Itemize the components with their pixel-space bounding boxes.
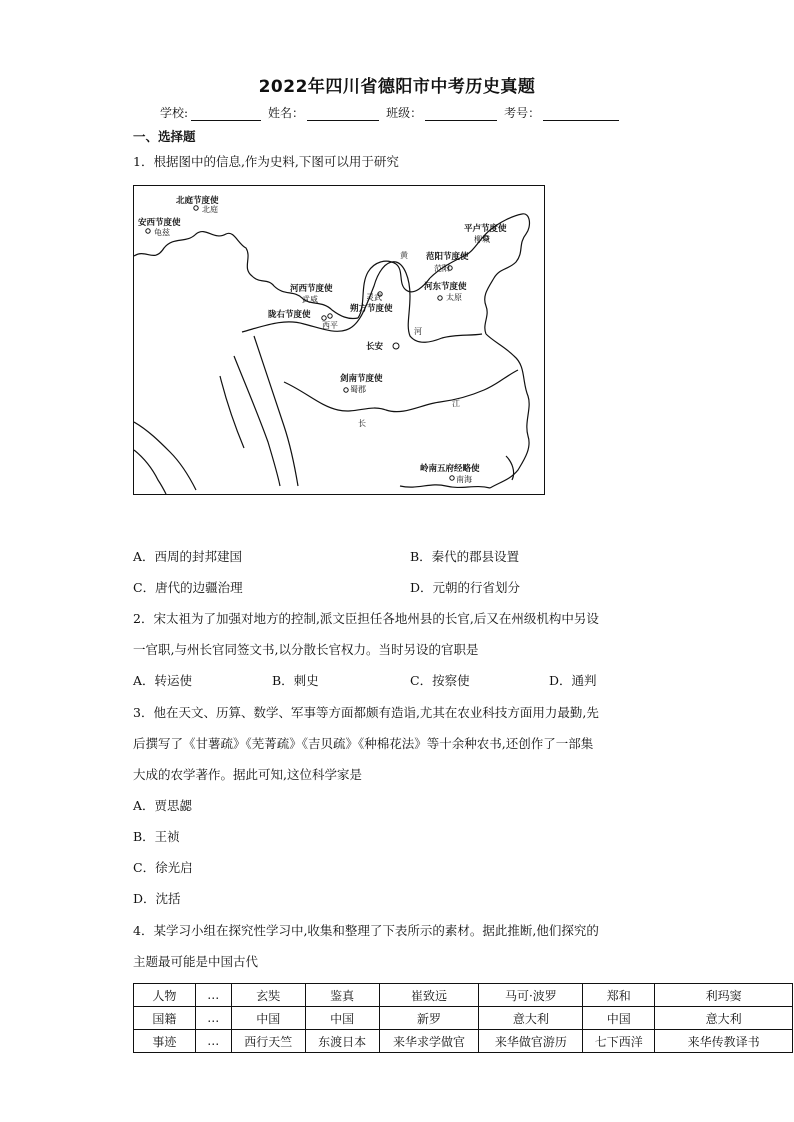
student-info-row xyxy=(160,104,626,121)
table-cell: 新罗 xyxy=(379,1007,479,1030)
number-label: 考号： xyxy=(504,106,541,120)
school-blank[interactable] xyxy=(191,108,261,121)
map-label-fanyang-jiedushi: 范阳节度使 xyxy=(426,252,469,262)
q2-option-b[interactable]: B．刺史 xyxy=(272,673,319,688)
map-city-taiyuan: 太原 xyxy=(446,293,462,302)
table-cell: 玄奘 xyxy=(231,984,305,1007)
q2-option-d[interactable]: D．通判 xyxy=(549,673,597,688)
q3-option-c[interactable]: C．徐光启 xyxy=(133,860,193,875)
table-cell: 来华求学做官 xyxy=(379,1030,479,1053)
q4-stem-line2: 主题最可能是中国古代 xyxy=(133,954,259,969)
map-label-anxi-jiedushi: 安西节度使 xyxy=(138,218,181,228)
q3-stem-line2: 后撰写了《甘薯疏》《芜菁疏》《吉贝疏》《种棉花法》等十余种农书,还创作了一部集 xyxy=(133,736,594,751)
map-city-xiping: 西平 xyxy=(322,321,338,330)
map-city-fanyang: 范阳 xyxy=(434,264,450,273)
map-label-jiannan-jiedushi: 剑南节度使 xyxy=(340,374,383,384)
section-title: 一、选择题 xyxy=(133,129,196,144)
table-row xyxy=(134,984,793,1007)
q2-stem-line1: 2．宋太祖为了加强对地方的控制,派文臣担任各地州县的长官,后又在州级机构中另设 xyxy=(133,611,599,626)
table-cell: 崔致远 xyxy=(379,984,479,1007)
name-blank[interactable] xyxy=(307,108,379,121)
q3-stem-line3: 大成的农学著作。据此可知,这位科学家是 xyxy=(133,767,362,782)
map-city-nanhai: 南海 xyxy=(456,475,472,484)
school-field[interactable] xyxy=(160,104,264,121)
q4-material-table xyxy=(133,983,793,1053)
q4-stem-line1: 4．某学习小组在探究性学习中,收集和整理了下表所示的素材。据此推断,他们探究的 xyxy=(133,923,599,938)
table-cell: … xyxy=(195,984,231,1007)
table-cell: 国籍 xyxy=(134,1007,196,1030)
table-cell: 中国 xyxy=(583,1007,655,1030)
q3-option-b[interactable]: B．王祯 xyxy=(133,829,180,844)
river-label-he: 河 xyxy=(414,327,422,336)
school-label: 学校: xyxy=(160,106,189,120)
table-row xyxy=(134,1030,793,1053)
table-cell: … xyxy=(195,1030,231,1053)
map-label-lingnan-jinglveshi: 岭南五府经略使 xyxy=(420,464,480,474)
q1-option-a[interactable]: A．西周的封邦建国 xyxy=(133,549,243,564)
number-field[interactable] xyxy=(504,104,622,121)
class-field[interactable] xyxy=(386,104,500,121)
map-label-pinglu-jiedushi: 平卢节度使 xyxy=(464,224,507,234)
table-cell: 西行天竺 xyxy=(231,1030,305,1053)
table-cell: 来华做官游历 xyxy=(479,1030,583,1053)
name-field[interactable] xyxy=(268,104,382,121)
table-row xyxy=(134,1007,793,1030)
map-city-lingwu: 灵武 xyxy=(366,293,382,302)
map-city-beiting: 北庭 xyxy=(202,205,218,214)
q3-option-a[interactable]: A．贾思勰 xyxy=(133,798,193,813)
table-cell: 中国 xyxy=(231,1007,305,1030)
river-label-jiang: 江 xyxy=(452,399,460,408)
table-cell: 意大利 xyxy=(655,1007,793,1030)
river-label-chang: 长 xyxy=(358,419,366,428)
table-cell: … xyxy=(195,1007,231,1030)
q1-option-d[interactable]: D．元朝的行省划分 xyxy=(410,580,521,595)
q3-option-d[interactable]: D．沈括 xyxy=(133,891,181,906)
table-cell: 人物 xyxy=(134,984,196,1007)
river-label-huang: 黄 xyxy=(400,251,408,260)
tang-jiedushi-map xyxy=(133,185,545,495)
map-label-shuofang-jiedushi: 朔方节度使 xyxy=(350,304,393,314)
table-cell: 利玛窦 xyxy=(655,984,793,1007)
class-label: 班级： xyxy=(386,106,423,120)
q2-stem-line2: 一官职,与州长官同签文书,以分散长官权力。当时另设的官职是 xyxy=(133,642,479,657)
page-title: 2022年四川省德阳市中考历史真题 xyxy=(258,77,536,97)
q2-option-c[interactable]: C．按察使 xyxy=(410,673,470,688)
map-city-guizi: 龟兹 xyxy=(154,228,170,237)
table-cell: 七下西洋 xyxy=(583,1030,655,1053)
table-cell: 东渡日本 xyxy=(305,1030,379,1053)
table-cell: 郑和 xyxy=(583,984,655,1007)
q1-stem: 1．根据图中的信息,作为史料,下图可以用于研究 xyxy=(133,154,399,169)
q1-option-b[interactable]: B．秦代的郡县设置 xyxy=(410,549,520,564)
q3-stem-line1: 3．他在天文、历算、数学、军事等方面都颇有造诣,尤其在农业科技方面用力最勤,先 xyxy=(133,705,599,720)
map-label-hedong-jiedushi: 河东节度使 xyxy=(424,282,467,292)
table-cell: 事迹 xyxy=(134,1030,196,1053)
table-cell: 来华传教译书 xyxy=(655,1030,793,1053)
map-label-longyou-jiedushi: 陇右节度使 xyxy=(268,310,311,320)
table-cell: 意大利 xyxy=(479,1007,583,1030)
map-label-changan: 长安 xyxy=(366,342,384,352)
map-city-wuwei: 武威 xyxy=(302,295,318,304)
number-blank[interactable] xyxy=(543,108,619,121)
class-blank[interactable] xyxy=(425,108,497,121)
q1-option-c[interactable]: C．唐代的边疆治理 xyxy=(133,580,243,595)
table-cell: 鉴真 xyxy=(305,984,379,1007)
map-label-beiting-jiedushi: 北庭节度使 xyxy=(176,196,219,206)
table-cell: 中国 xyxy=(305,1007,379,1030)
map-city-shubu: 蜀郡 xyxy=(350,385,366,394)
map-city-liucheng: 柳城 xyxy=(474,235,490,244)
map-label-hexi-jiedushi: 河西节度使 xyxy=(290,284,333,294)
name-label: 姓名： xyxy=(268,106,305,120)
table-cell: 马可·波罗 xyxy=(479,984,583,1007)
q2-option-a[interactable]: A．转运使 xyxy=(133,673,193,688)
